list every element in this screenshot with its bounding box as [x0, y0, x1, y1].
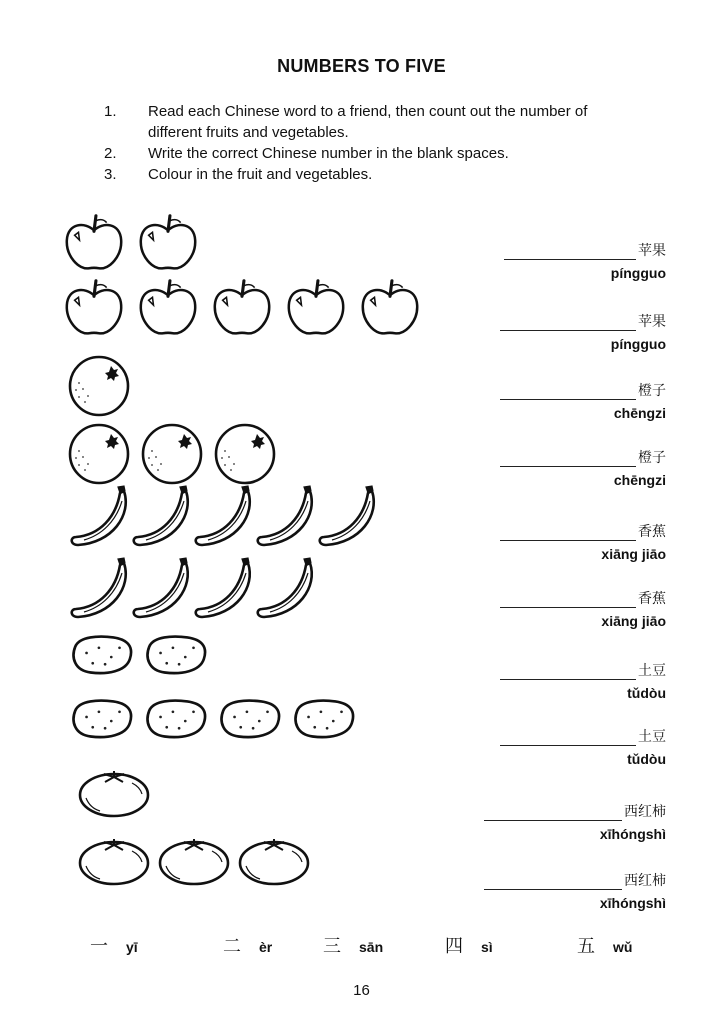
pinyin-word: xiāng jiāo	[601, 546, 666, 562]
pinyin-word: tǔdòu	[627, 751, 666, 767]
banana-icon	[68, 557, 134, 623]
instruction-text-line: Read each Chinese word to a friend, then count out the number of	[148, 103, 588, 120]
number-key-pinyin: yī	[126, 939, 138, 955]
pinyin-word: tǔdòu	[627, 685, 666, 701]
number-key-item	[223, 932, 272, 958]
chinese-word: 橙子	[638, 450, 666, 466]
potato-icon	[216, 696, 284, 742]
banana-icon	[254, 557, 320, 623]
answer-label	[500, 521, 666, 562]
number-key-item	[445, 932, 493, 958]
instruction-item	[104, 101, 648, 143]
apple-icon	[62, 211, 126, 275]
answer-blank[interactable]	[500, 525, 636, 541]
answer-label	[484, 870, 666, 911]
number-key-item	[577, 932, 632, 958]
answer-label	[500, 726, 666, 767]
apple-icon	[136, 276, 200, 340]
chinese-word: 橙子	[638, 383, 666, 399]
answer-line-group	[500, 588, 666, 608]
chinese-word: 苹果	[638, 314, 666, 330]
tomato-icon	[236, 836, 312, 886]
potato-icon	[290, 696, 358, 742]
chinese-word: 土豆	[638, 729, 666, 745]
chinese-word: 香蕉	[638, 524, 666, 540]
potato-icon	[68, 632, 136, 678]
answer-blank[interactable]	[500, 730, 636, 746]
answer-line-group	[500, 726, 666, 746]
chinese-word: 土豆	[638, 663, 666, 679]
tomato-icon	[156, 836, 232, 886]
answer-blank[interactable]	[484, 874, 622, 890]
answer-blank[interactable]	[500, 592, 636, 608]
instruction-item	[104, 143, 648, 164]
number-key-pinyin: sì	[481, 939, 493, 955]
answer-line-group	[504, 240, 666, 260]
number-key-item	[323, 932, 383, 958]
pinyin-word: xiāng jiāo	[601, 613, 666, 629]
banana-icon	[192, 557, 258, 623]
orange-icon	[66, 420, 132, 486]
number-key	[0, 932, 723, 958]
answer-blank[interactable]	[484, 805, 622, 821]
answer-line-group	[500, 447, 666, 467]
pinyin-word: chēngzi	[613, 405, 666, 421]
chinese-word: 苹果	[638, 243, 666, 259]
orange-icon	[66, 352, 132, 418]
answer-blank[interactable]	[500, 384, 636, 400]
answer-line-group	[500, 380, 666, 400]
chinese-word: 西红柿	[624, 873, 666, 889]
number-key-chinese: 五	[577, 936, 595, 957]
instruction-text-line: Colour in the fruit and vegetables.	[148, 166, 373, 183]
apple-icon	[136, 211, 200, 275]
instruction-item	[104, 164, 648, 185]
answer-line-group	[500, 660, 666, 680]
number-key-chinese: 三	[323, 936, 341, 957]
number-key-chinese: 二	[223, 936, 241, 957]
apple-icon	[210, 276, 274, 340]
answer-label	[484, 801, 666, 842]
tomato-icon	[76, 768, 152, 818]
banana-icon	[192, 485, 258, 551]
pinyin-word: píngguo	[610, 336, 666, 352]
chinese-word: 香蕉	[638, 591, 666, 607]
answer-blank[interactable]	[500, 315, 636, 331]
banana-icon	[68, 485, 134, 551]
pinyin-word: píngguo	[610, 265, 666, 281]
chinese-word: 西红柿	[624, 804, 666, 820]
number-key-item	[90, 932, 138, 958]
answer-line-group	[484, 801, 666, 821]
banana-icon	[130, 485, 196, 551]
banana-icon	[316, 485, 382, 551]
number-key-chinese: 四	[445, 936, 463, 957]
instructions-list	[104, 101, 648, 185]
pinyin-word: chēngzi	[613, 472, 666, 488]
number-key-chinese: 一	[90, 936, 108, 957]
instruction-number: 2.	[104, 145, 117, 162]
banana-icon	[130, 557, 196, 623]
answer-blank[interactable]	[504, 244, 636, 260]
answer-line-group	[484, 870, 666, 890]
answer-line-group	[500, 521, 666, 541]
instruction-text-line: Write the correct Chinese number in the blank spaces.	[148, 145, 509, 162]
instruction-text-line: different fruits and vegetables.	[148, 124, 349, 141]
number-key-pinyin: èr	[259, 939, 273, 955]
banana-icon	[254, 485, 320, 551]
answer-label	[500, 380, 666, 421]
potato-icon	[142, 696, 210, 742]
answer-label	[500, 311, 666, 352]
tomato-icon	[76, 836, 152, 886]
apple-icon	[62, 276, 126, 340]
answer-label	[500, 447, 666, 488]
page-number: 16	[353, 982, 370, 999]
page-title: NUMBERS TO FIVE	[277, 56, 446, 76]
apple-icon	[284, 276, 348, 340]
answer-label	[500, 660, 666, 701]
answer-line-group	[500, 311, 666, 331]
potato-icon	[68, 696, 136, 742]
answer-label	[500, 588, 666, 629]
orange-icon	[139, 420, 205, 486]
instruction-number: 3.	[104, 166, 117, 183]
pinyin-word: xīhóngshì	[599, 826, 666, 842]
answer-blank[interactable]	[500, 664, 636, 680]
apple-icon	[358, 276, 422, 340]
answer-blank[interactable]	[500, 451, 636, 467]
instruction-number: 1.	[104, 103, 117, 120]
potato-icon	[142, 632, 210, 678]
number-key-pinyin: sān	[359, 939, 384, 955]
answer-label	[504, 240, 666, 281]
pinyin-word: xīhóngshì	[599, 895, 666, 911]
orange-icon	[212, 420, 278, 486]
number-key-pinyin: wǔ	[613, 939, 633, 955]
